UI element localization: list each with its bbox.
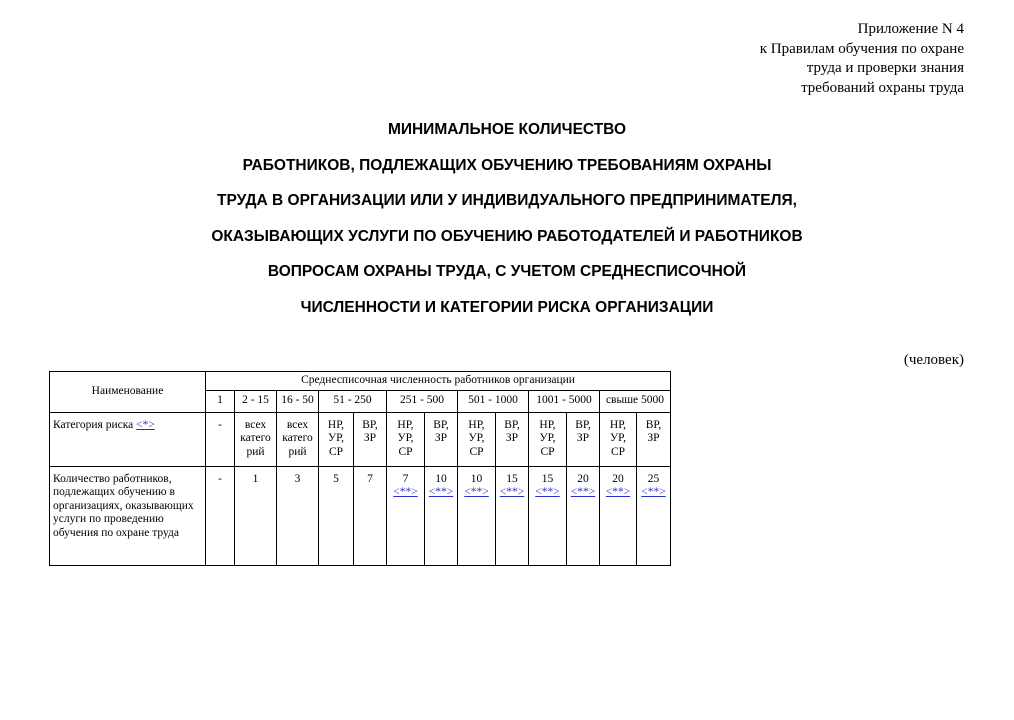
risk-cell-line: катего [282,432,313,444]
risk-cell-line: НР, [397,418,414,431]
count-footnote-link[interactable]: <**> [641,486,666,498]
count-value: 15 [506,472,518,485]
appendix-line: труда и проверки знания [806,60,964,76]
risk-cell-line: ВР, [645,418,662,431]
title-line: МИНИМАЛЬНОЕ КОЛИЧЕСТВО [387,121,627,138]
risk-cell-line: всех [244,418,267,431]
unit-label: (человек) [903,352,964,368]
count-footnote-link[interactable]: <**> [428,486,454,498]
risk-cell-line: ВР, [433,418,449,431]
band-cell: 51 - 250 [319,390,387,412]
title-line: РАБОТНИКОВ, ПОДЛЕЖАЩИХ ОБУЧЕНИЮ ТРЕБОВАНИЯМ ОХРАНЫ [242,156,772,174]
risk-cell [354,412,387,466]
title-line: ТРУДА В ОРГАНИЗАЦИИ ИЛИ У ИНДИВИДУАЛЬНОГО ПРЕДПРИНИМАТЕЛЯ, [217,192,797,209]
risk-cell-line: ВР, [575,418,591,431]
count-value: 1 [252,472,259,485]
risk-cell [567,412,600,466]
header-name-cell: Наименование [50,372,206,413]
count-value: 7 [402,472,409,485]
band-cell: 16 - 50 [277,390,319,412]
appendix-line: Приложение N 4 [857,21,964,37]
risk-cell [319,412,354,466]
count-value: 5 [333,472,339,485]
document-title [0,118,1014,331]
count-value: 20 [577,472,589,485]
count-value: 20 [612,472,624,485]
risk-cell-line: СР [540,445,555,458]
title-line: ЧИСЛЕННОСТИ И КАТЕГОРИИ РИСКА ОРГАНИЗАЦИИ [300,298,714,316]
risk-cell-line: НР, [609,418,627,431]
risk-cell-line: рий [246,445,265,458]
risk-cell [206,412,235,466]
count-cell [529,466,567,565]
count-label-cell: Количество работников, подлежащих обучению в организациях, оказывающих услуги по проведению обучения по охране труда [50,466,206,565]
count-value: 3 [294,472,301,485]
risk-cell-line: СР [469,445,484,458]
count-value: - [218,472,222,485]
count-cell [496,466,529,565]
count-cell [277,466,319,565]
risk-cell-line: УР, [397,432,414,444]
band-cell: 2 - 15 [235,390,277,412]
risk-cell [458,412,496,466]
risk-cell [529,412,567,466]
risk-cell-line: ВР, [362,418,378,431]
band-cell: 251 - 500 [387,390,458,412]
risk-cell-line: НР, [468,418,485,431]
risk-cell-line: - [218,418,222,431]
count-cell [425,466,458,565]
risk-cell-line: УР, [468,432,485,444]
appendix-line: требований охраны труда [801,79,964,96]
risk-row [50,412,671,466]
count-footnote-link[interactable]: <**> [499,486,525,498]
count-cell [235,466,277,565]
risk-cell-line: СР [398,445,413,458]
risk-cell-line: катего [240,432,271,444]
band-cell: 1001 - 5000 [529,390,600,412]
count-cell [206,466,235,565]
count-footnote-link[interactable]: <**> [393,486,418,498]
risk-cell-line: УР, [610,432,626,444]
count-cell [600,466,637,565]
count-cell [354,466,387,565]
risk-cell-line: НР, [539,418,556,431]
title-line: ВОПРОСАМ ОХРАНЫ ТРУДА, С УЧЕТОМ СРЕДНЕСПИСОЧНОЙ [267,263,747,280]
appendix-header [760,20,964,98]
risk-cell [637,412,671,466]
count-value: 10 [470,472,483,485]
risk-cell-line: ЗР [647,432,660,444]
band-cell: 501 - 1000 [458,390,529,412]
risk-cell-line: УР, [539,432,556,444]
count-footnote-link[interactable]: <**> [570,486,596,498]
risk-label-cell [50,412,206,466]
risk-label: Категория риска [53,418,134,431]
count-footnote-link[interactable]: <**> [605,486,631,498]
count-row [50,466,671,565]
appendix-line: к Правилам обучения по охране [759,40,964,57]
band-cell: 1 [206,390,235,412]
header-group-cell: Среднесписочная численность работников организации [206,372,671,391]
count-cell [387,466,425,565]
risk-cell-line: СР [328,445,344,458]
risk-cell [425,412,458,466]
count-cell [458,466,496,565]
risk-footnote-link[interactable]: <*> [136,418,155,431]
risk-cell-line: УР, [328,432,344,444]
risk-cell-line: всех [286,418,309,431]
risk-cell [277,412,319,466]
count-value: 15 [541,472,554,485]
risk-cell [235,412,277,466]
risk-cell-line: СР [610,445,626,458]
count-cell [637,466,671,565]
count-cell [319,466,354,565]
risk-cell-line: ЗР [434,432,448,444]
risk-cell-line: ВР, [504,418,520,431]
risk-cell [600,412,637,466]
count-footnote-link[interactable]: <**> [535,486,560,498]
training-table [49,371,671,566]
risk-cell-line: НР, [327,418,345,431]
count-value: 10 [435,472,447,485]
risk-cell-line: рий [288,445,307,458]
risk-cell-line: ЗР [505,432,519,444]
count-footnote-link[interactable]: <**> [464,486,489,498]
band-cell: свыше 5000 [600,390,671,412]
title-line: ОКАЗЫВАЮЩИХ УСЛУГИ ПО ОБУЧЕНИЮ РАБОТОДАТЕЛЕЙ И РАБОТНИКОВ [211,227,803,245]
risk-cell-line: ЗР [576,432,590,444]
risk-cell [387,412,425,466]
count-value: 7 [367,472,373,485]
count-cell [567,466,600,565]
risk-cell-line: ЗР [363,432,377,444]
risk-cell [496,412,529,466]
count-value: 25 [647,472,660,485]
